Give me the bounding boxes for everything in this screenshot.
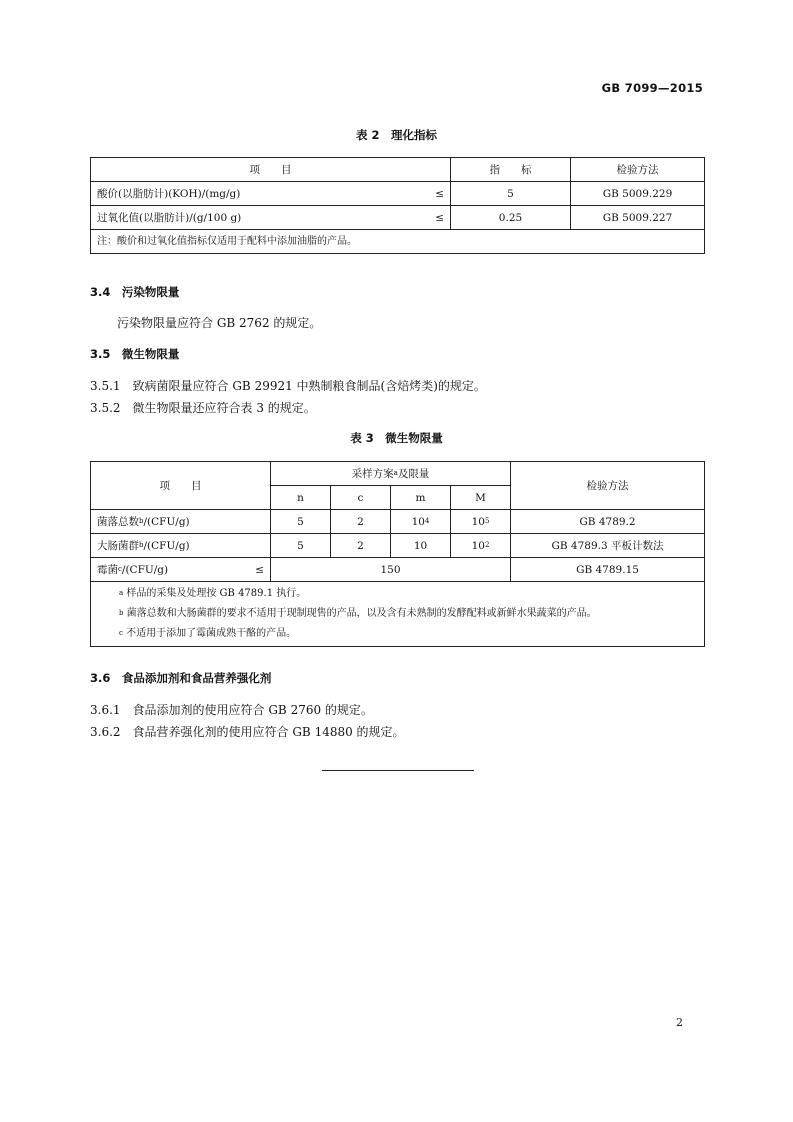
col-method-header: 检验方法 [511,462,705,510]
row-m: $10^4$ [391,510,451,534]
section-3-5-title: 3.5 微生物限量 [90,347,180,361]
row-operator: ≤ [435,187,444,200]
row-item: 酸价(以脂肪计)(KOH)/(mg/g) [97,187,241,200]
table-note-row [91,230,705,254]
col-M-header: M [451,486,511,510]
section-3-5-1-text: 3.5.1 致病菌限量应符合 GB 29921 中熟制粮食制品(含焙烤类)的规定。 [90,379,486,393]
section-3-4-title: 3.4 污染物限量 [90,285,180,299]
col-c-header: c [331,486,391,510]
table2-note: 注：酸价和过氧化值指标仅适用于配料中添加油脂的产品。 [91,230,705,254]
row-M: $10^5$ [451,510,511,534]
footnote: $^b$ 菌落总数和大肠菌群的要求不适用于现制现售的产品，以及含有未熟制的发酵配料或新鲜水果蔬菜的产品。 [119,608,597,619]
col-n-header: n [271,486,331,510]
doc-header: GB 7099—2015 [601,81,703,95]
section-3-4-text: 污染物限量应符合 GB 2762 的规定。 [117,316,322,330]
row-item: 霉菌$^c$/(CFU/g) ≤ [91,558,271,582]
row-value: 150 [271,558,511,582]
row-method: GB 5009.227 [571,206,705,230]
table2 [90,157,705,254]
section-3-6-title: 3.6 食品添加剂和食品营养强化剂 [90,671,272,685]
section-3-6-1-text: 3.6.1 食品添加剂的使用应符合 GB 2760 的规定。 [90,703,373,717]
row-c: 2 [331,534,391,558]
col-method-header: 检验方法 [571,158,705,182]
col-plan-header: 采样方案$^a$及限量 [271,462,511,486]
page-number: 2 [676,1016,683,1029]
table-header-row [91,462,705,486]
row-M: $10^2$ [451,534,511,558]
table3 [90,461,705,647]
table2-caption: 表 2 理化指标 [355,128,437,142]
table-row [91,182,705,206]
col-value-header: 指 标 [451,158,571,182]
row-c: 2 [331,510,391,534]
table-footnotes-row [91,582,705,647]
row-item: 菌落总数$^b$/(CFU/g) [91,510,271,534]
footnote: $^c$ 不适用于添加了霉菌成熟干酪的产品。 [119,628,297,639]
row-n: 5 [271,510,331,534]
row-value: 5 [451,182,571,206]
table-header-row [91,158,705,182]
section-3-6-2-text: 3.6.2 食品营养强化剂的使用应符合 GB 14880 的规定。 [90,725,405,739]
row-item: 大肠菌群$^b$/(CFU/g) [91,534,271,558]
footnote: $^a$ 样品的采集及处理按 GB 4789.1 执行。 [119,588,307,599]
section-3-5-2-text: 3.5.2 微生物限量还应符合表 3 的规定。 [90,401,316,415]
row-m: 10 [391,534,451,558]
col-m-header: m [391,486,451,510]
row-operator: ≤ [435,211,444,224]
table-row [91,534,705,558]
row-n: 5 [271,534,331,558]
row-operator: ≤ [255,563,264,576]
row-item: 过氧化值(以脂肪计)/(g/100 g) [97,211,242,224]
table-row [91,558,705,582]
row-method: GB 4789.15 [511,558,705,582]
table-row [91,206,705,230]
row-method: GB 4789.2 [511,510,705,534]
col-item-header: 项 目 [91,158,451,182]
end-rule [322,770,474,771]
row-method: GB 4789.3 平板计数法 [511,534,705,558]
row-method: GB 5009.229 [571,182,705,206]
table3-caption: 表 3 微生物限量 [350,431,443,445]
table-row [91,510,705,534]
row-value: 0.25 [451,206,571,230]
col-item-header: 项 目 [91,462,271,510]
